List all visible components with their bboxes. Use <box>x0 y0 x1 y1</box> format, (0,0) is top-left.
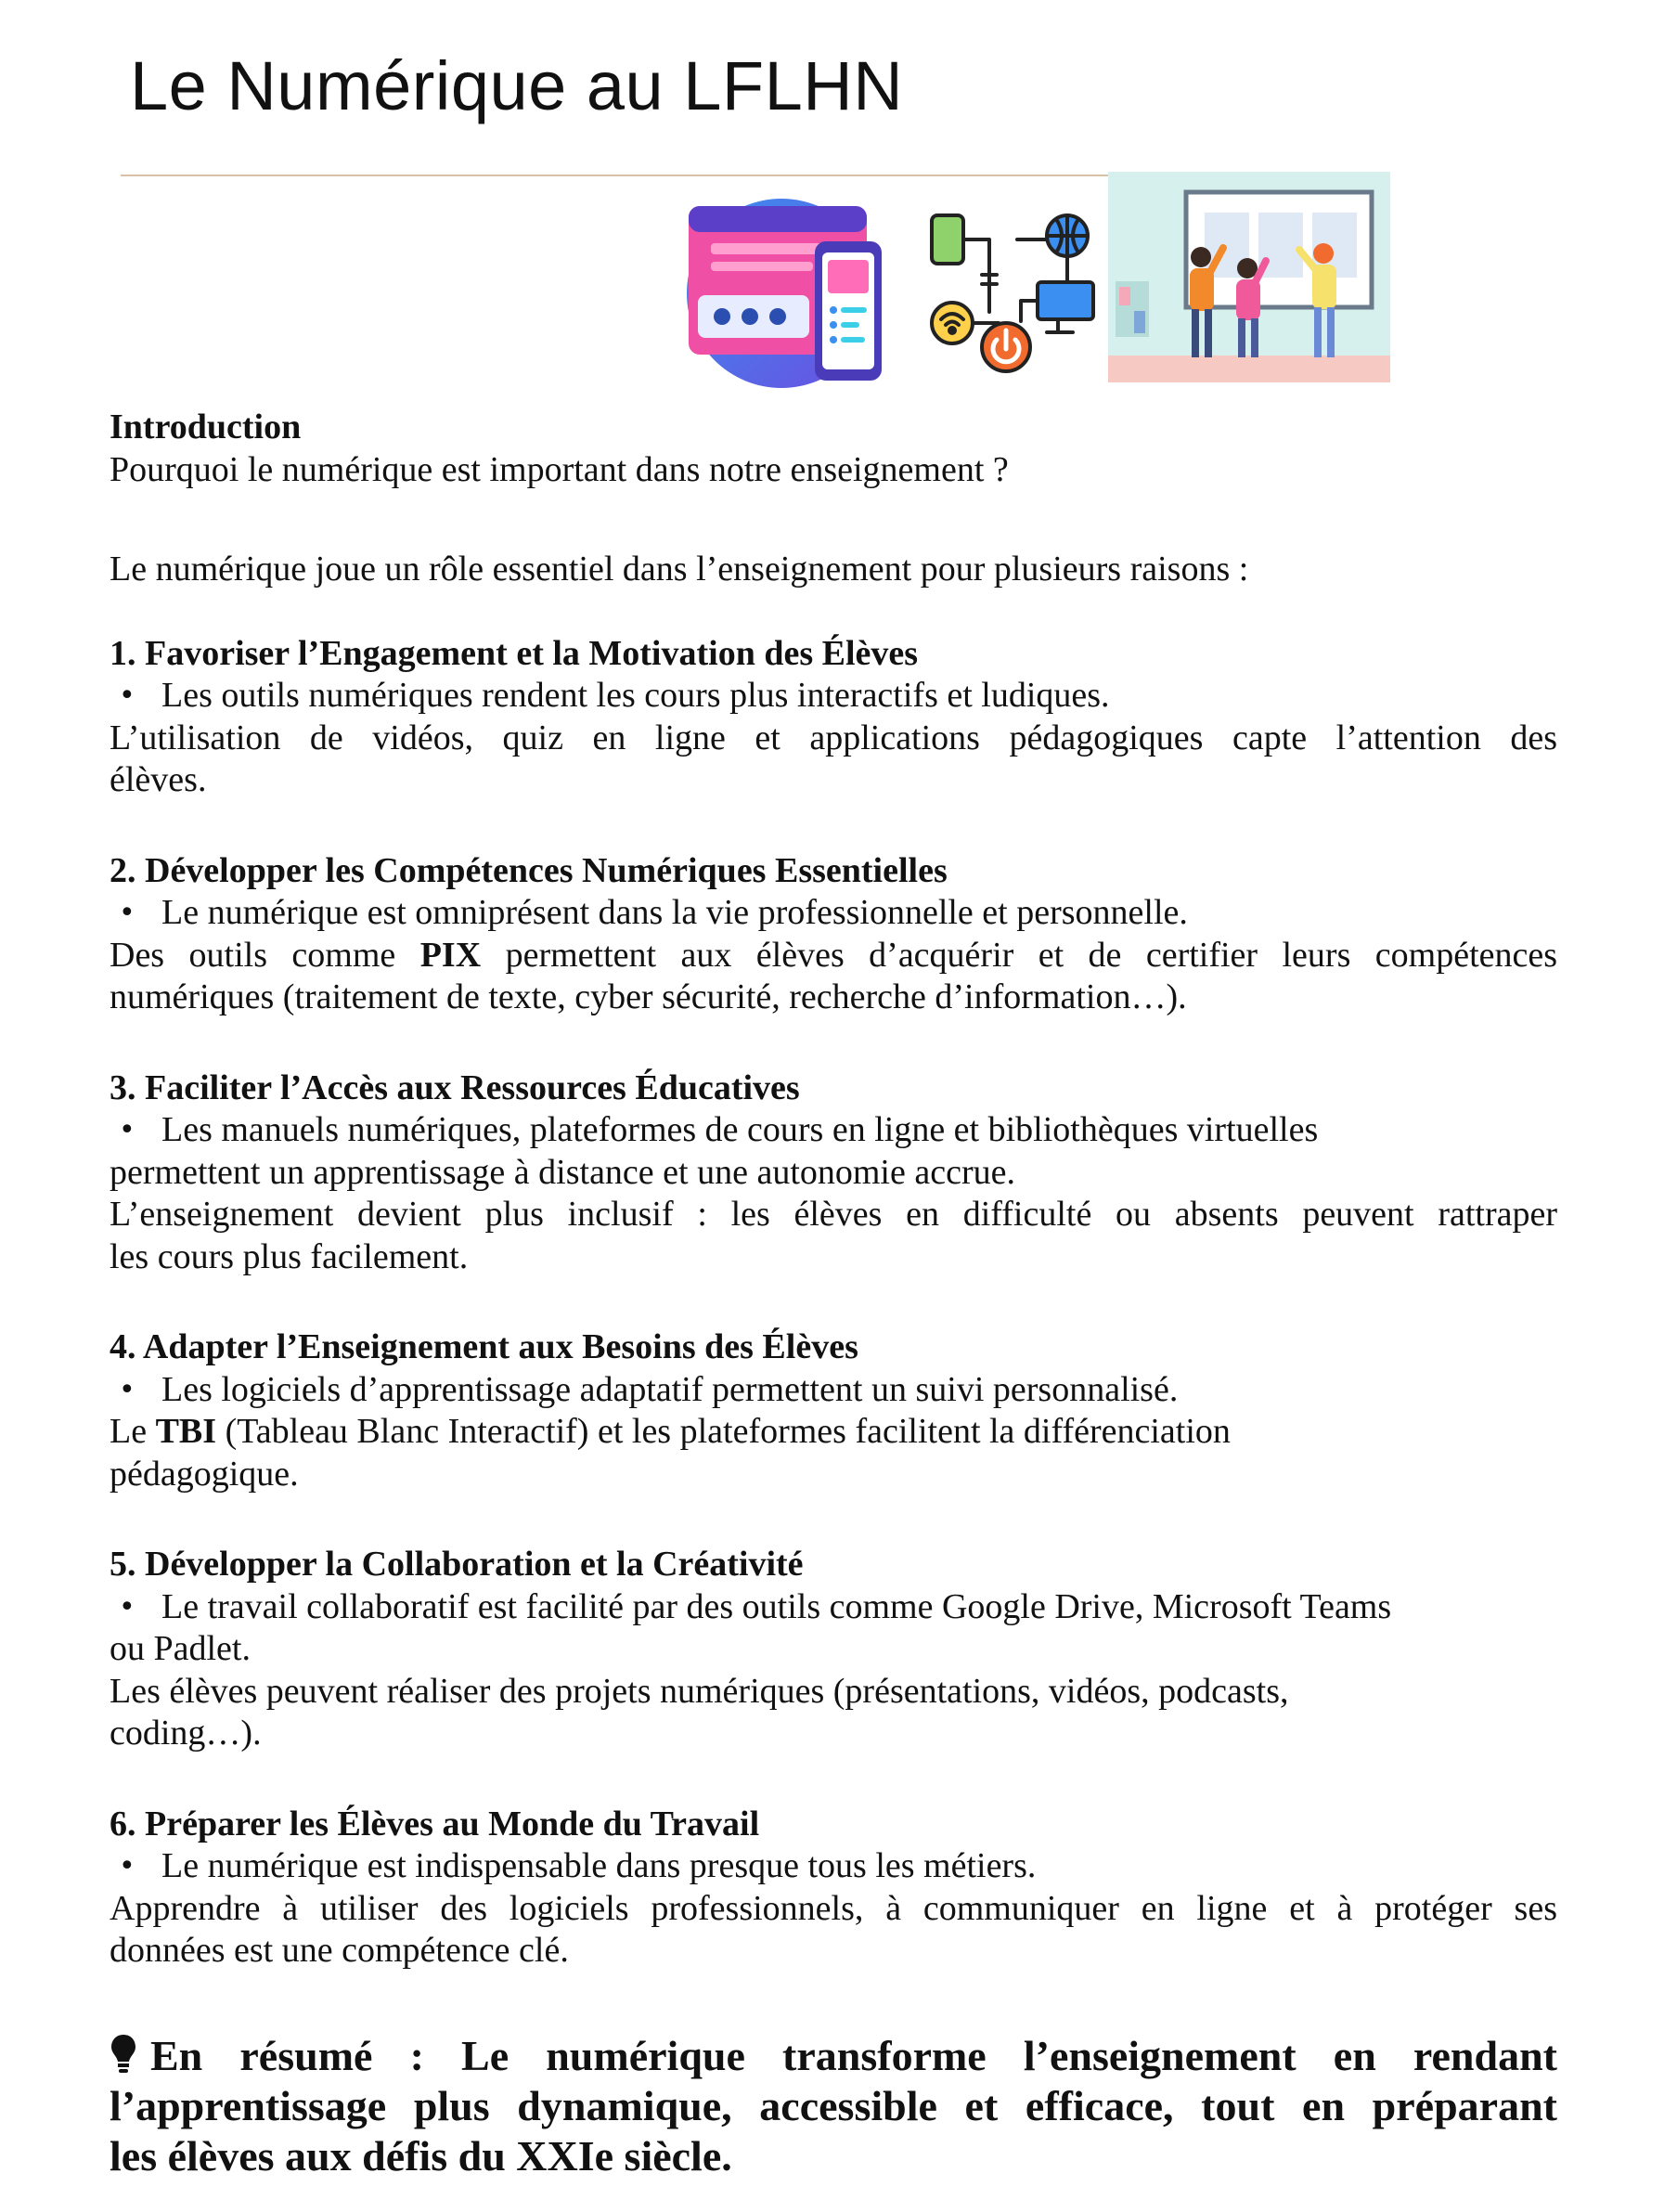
section-6-text-line-2: données est une compétence clé. <box>110 1931 569 1970</box>
section-2-bullet: • Le numérique est omniprésent dans la vie professionnelle et personnelle. <box>110 892 1557 935</box>
section-5-text-line-2: coding…). <box>110 1714 262 1753</box>
network-devices-illustration <box>928 210 1097 377</box>
section-2-text-post: permettent aux élèves d’acquérir et de certifier leurs compétences <box>505 935 1558 975</box>
section-3-bullet-continuation: permettent un apprentissage à distance et une autonomie accrue. <box>110 1152 1015 1192</box>
summary-line-2: l’apprentissage plus dynamique, accessible et efficace, tout en préparant <box>110 2082 1557 2129</box>
summary-line-1-text: En résumé : Le numérique transforme l’enseignement en rendant <box>150 2032 1557 2079</box>
section-3-bullet: • Les manuels numériques, plateformes de cours en ligne et bibliothèques virtuelles <box>110 1109 1557 1152</box>
section-4-text-line-1 <box>110 1411 1557 1454</box>
pix-label: PIX <box>419 935 482 975</box>
summary-block <box>110 2031 1557 2181</box>
section-4-text-pre: Le <box>110 1412 148 1451</box>
section-2-text-line-1 <box>110 935 1557 977</box>
summary-line-3: les élèves aux défis du XXIe siècle. <box>110 2132 732 2180</box>
section-2-heading: 2. Développer les Compétences Numériques Essentielles <box>110 850 948 890</box>
section-6-text-line-1: Apprendre à utiliser des logiciels professionnels, à communiquer en ligne et à protéger ses <box>110 1888 1557 1928</box>
title-divider <box>121 175 1114 176</box>
section-6-heading: 6. Préparer les Élèves au Monde du Travail <box>110 1804 760 1843</box>
section-5-bullet: • Le travail collaboratif est facilité par des outils comme Google Drive, Microsoft Teams <box>110 1586 1557 1629</box>
section-5-bullet-continuation: ou Padlet. <box>110 1629 251 1668</box>
intro-heading: Introduction <box>110 407 302 446</box>
lightbulb-icon <box>110 2033 137 2076</box>
section-2-text-pre: Des outils comme <box>110 935 396 975</box>
section-1-bullet: • Les outils numériques rendent les cours plus interactifs et ludiques. <box>110 675 1557 718</box>
tbi-label: TBI <box>155 1412 217 1451</box>
section-2-text-line-2: numériques (traitement de texte, cyber sécurité, recherche d’information…). <box>110 977 1187 1016</box>
document-body <box>110 407 1557 1973</box>
section-5-heading: 5. Développer la Collaboration et la Créativité <box>110 1545 804 1584</box>
intro-lead: Le numérique joue un rôle essentiel dans l’enseignement pour plusieurs raisons : <box>110 550 1249 589</box>
interactive-board-illustration <box>1108 172 1390 382</box>
section-3-text-line-1: L’enseignement devient plus inclusif : les élèves en difficulté ou absents peuvent rattraper <box>110 1195 1557 1234</box>
section-4-text-post: (Tableau Blanc Interactif) et les plateformes facilitent la différenciation <box>225 1412 1231 1451</box>
page-title: Le Numérique au LFLHN <box>130 47 904 124</box>
section-3-heading: 3. Faciliter l’Accès aux Ressources Éducatives <box>110 1067 800 1107</box>
intro-question: Pourquoi le numérique est important dans notre enseignement ? <box>110 449 1009 489</box>
web-app-illustration <box>685 184 897 390</box>
section-4-text-line-2: pédagogique. <box>110 1454 299 1494</box>
summary-line-1 <box>110 2031 1557 2081</box>
section-1-heading: 1. Favoriser l’Engagement et la Motivation des Élèves <box>110 633 919 673</box>
section-1-text-line-2: élèves. <box>110 760 207 799</box>
section-4-bullet: • Les logiciels d’apprentissage adaptatif permettent un suivi personnalisé. <box>110 1369 1557 1412</box>
section-3-text-line-2: les cours plus facilement. <box>110 1236 469 1276</box>
section-4-heading: 4. Adapter l’Enseignement aux Besoins des Élèves <box>110 1327 858 1366</box>
section-5-text-line-1: Les élèves peuvent réaliser des projets numériques (présentations, vidéos, podcasts, <box>110 1671 1289 1711</box>
section-1-text-line-1: L’utilisation de vidéos, quiz en ligne et applications pédagogiques capte l’attention des <box>110 718 1557 757</box>
section-6-bullet: • Le numérique est indispensable dans presque tous les métiers. <box>110 1845 1557 1888</box>
